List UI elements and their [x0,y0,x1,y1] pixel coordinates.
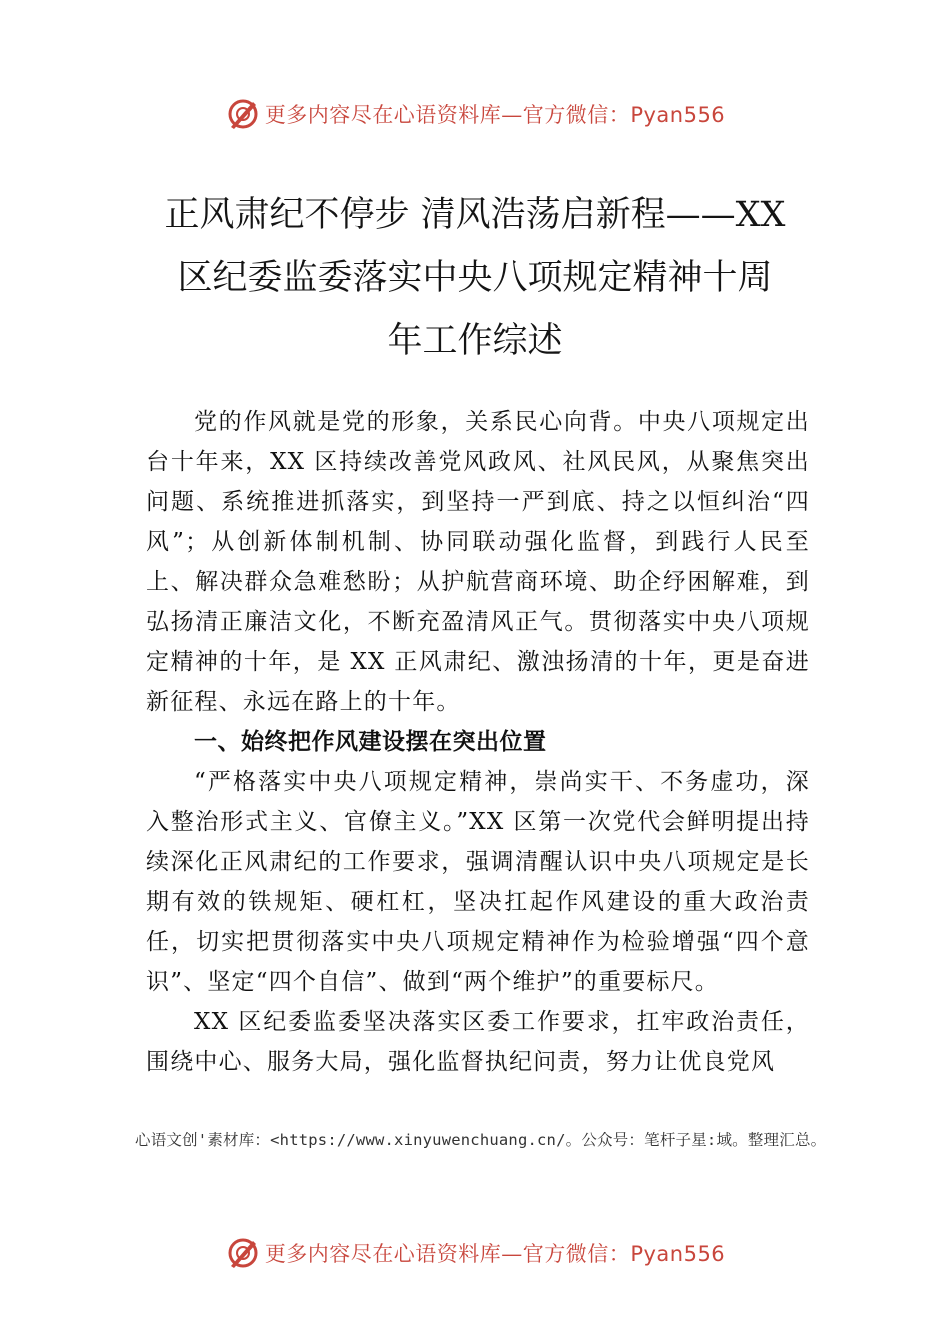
paragraph: “严格落实中央八项规定精神，崇尚实干、不务虚功，深入整治形式主义、官僚主义。”XX 区第一次党代会鲜明提出持续深化正风肃纪的工作要求，强调清醒认识中央八项规定是长期有效的铁规矩、硬杠杠，坚决扛起作风建设的重大政治责任，切实把贯彻落实中央八项规定精神作为检验增强“四个意识”、坚定“四个自信”、做到“两个维护”的重要标尺。 [146,769,810,995]
paragraph: 党的作风就是党的形象，关系民心向背。中央八项规定出台十年来，XX 区持续改善党风政风、社风民风，从聚焦突出问题、系统推进抓落实，到坚持一严到底、持之以恒纠治“四风”；从创新体制机制、协同联动强化监督，到践行人民至上、解决群众急难愁盼；从护航营商环境、助企纾困解难，到弘扬清正廉洁文化，不断充盈清风正气。贯彻落实中央八项规定精神的十年，是 XX 正风肃纪、激浊扬清的十年，更是奋进新征程、永远在路上的十年。 [146,409,810,715]
title-line: 正风肃纪不停步 清风浩荡启新程——XX [164,195,786,235]
pen-circle-logo [225,96,261,132]
document-title [150,184,800,373]
banner-text: 更多内容尽在心语资料库—官方微信：Pyan556 [264,1242,726,1266]
footer-banner [0,1233,950,1273]
pen-circle-logo [225,1235,261,1271]
title-line: 年工作综述 [387,321,563,361]
title-line: 区纪委监委落实中央八项规定精神十周 [177,258,773,298]
banner-text: 更多内容尽在心语资料库—官方微信：Pyan556 [264,103,726,127]
header-banner [0,94,950,134]
section-heading: 一、始终把作风建设摆在突出位置 [194,729,547,755]
source-note: 心语文创'素材库：<https://www.xinyuwenchuang.cn/。公众号：笔杆子星:域。整理汇总。 [135,1131,827,1149]
paragraph: XX 区纪委监委坚决落实区委工作要求，扛牢政治责任，围绕中心、服务大局，强化监督执纪问责，努力让优良党风 [146,1009,810,1075]
document-body [146,402,810,1082]
